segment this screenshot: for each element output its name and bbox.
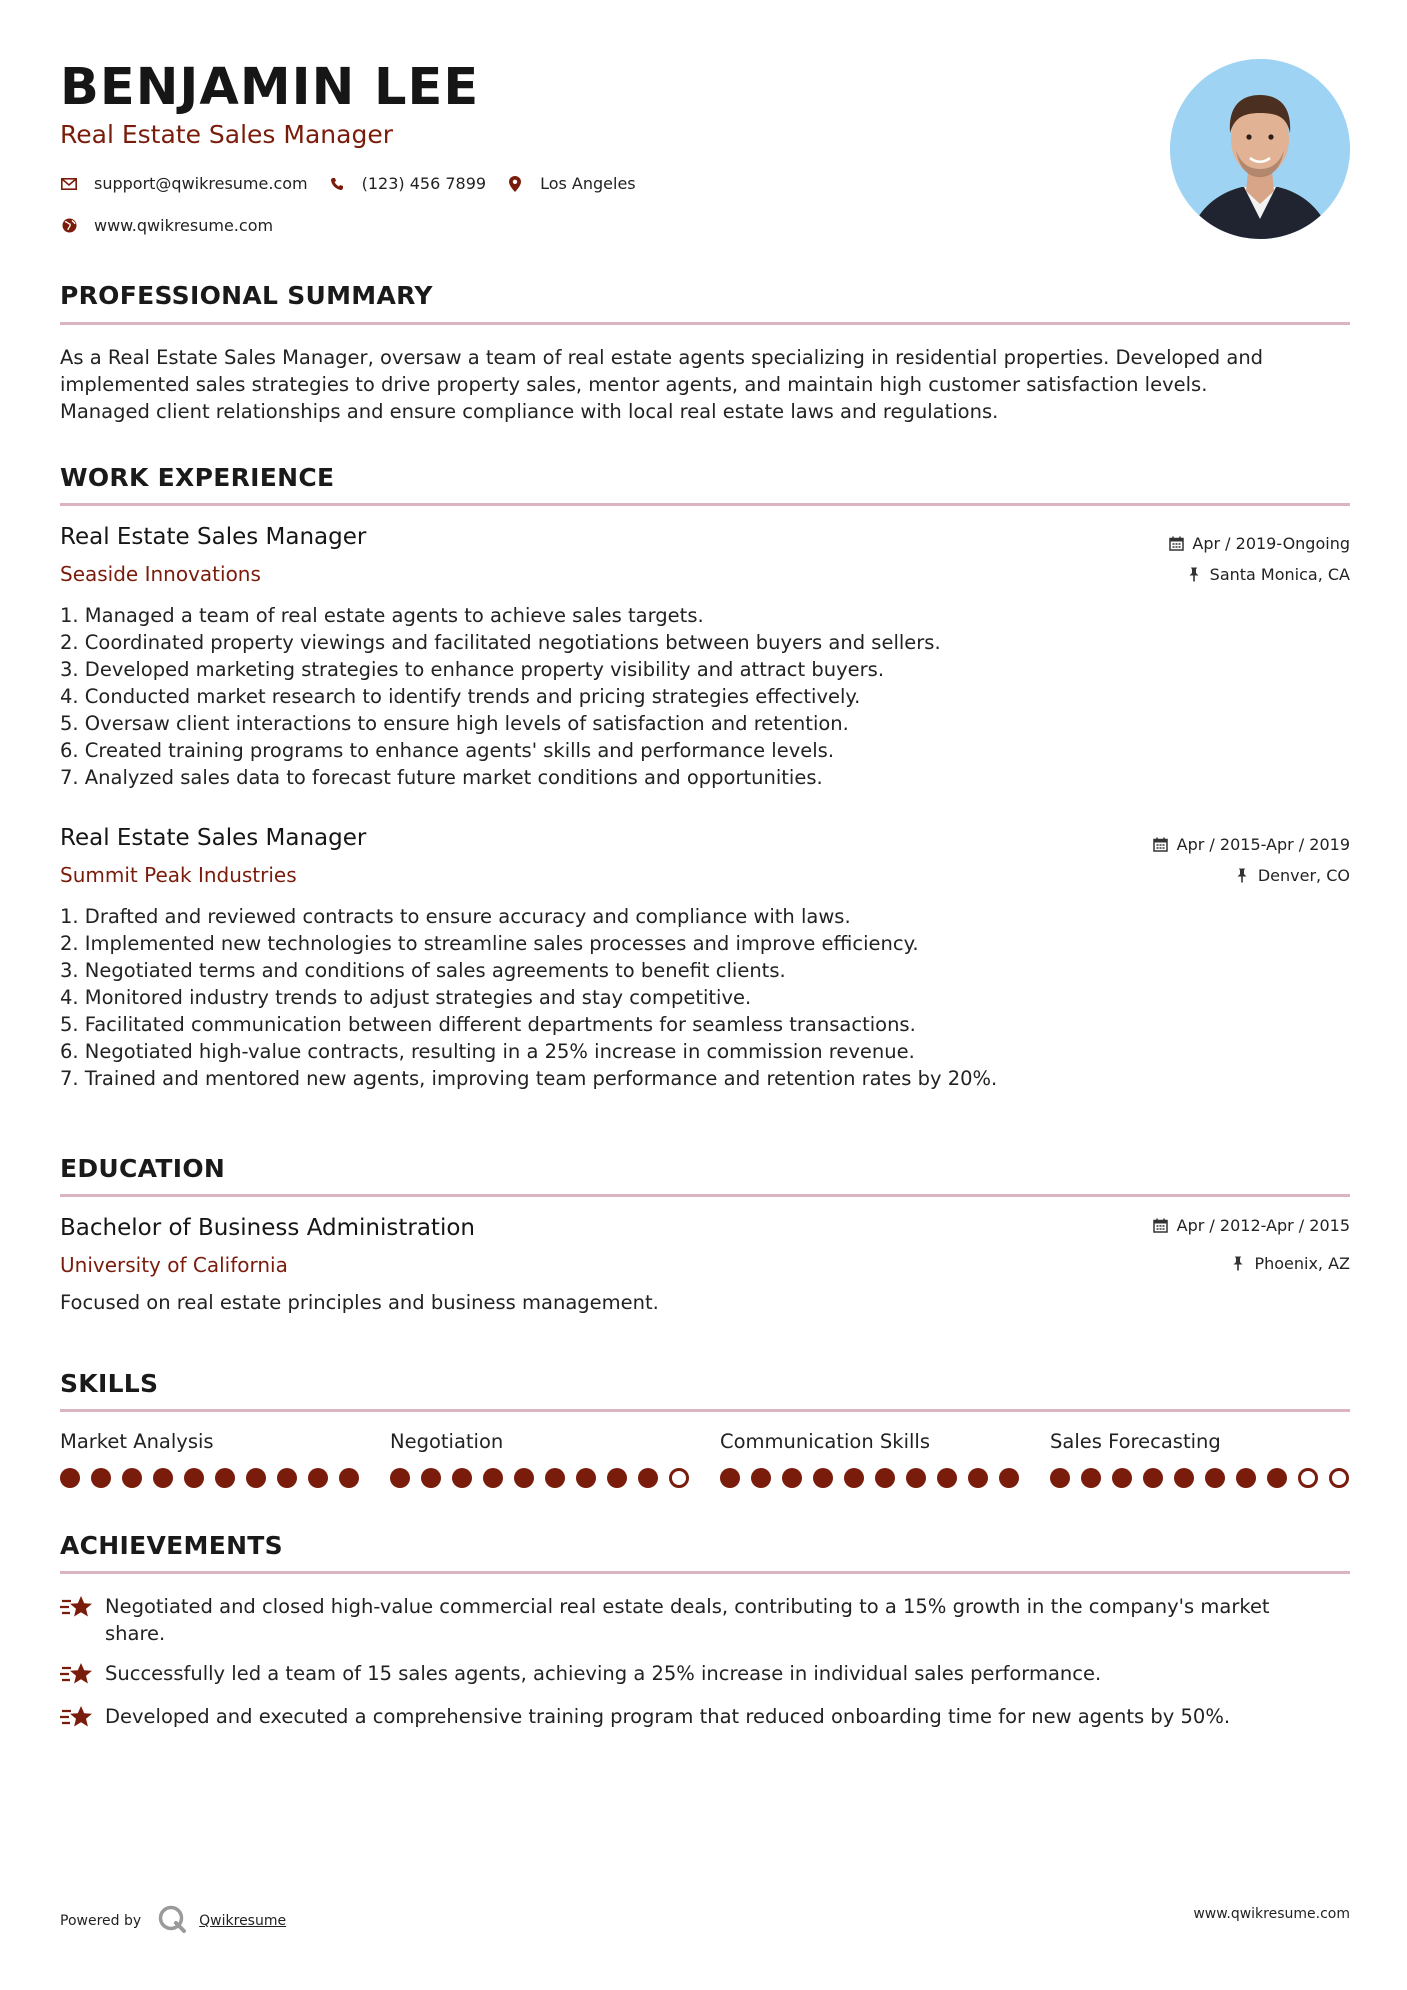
footer-powered-by [60, 1904, 286, 1938]
rating-dot-filled [452, 1468, 472, 1488]
rating-dot-filled [607, 1468, 627, 1488]
map-pin-icon [506, 175, 524, 193]
envelope-icon [60, 175, 78, 193]
job-location-text: Denver, CO [1257, 866, 1350, 885]
skill-name: Communication Skills [720, 1430, 930, 1453]
rating-dot-empty [669, 1468, 689, 1488]
calendar-icon [1153, 1218, 1169, 1234]
job-location [1234, 866, 1350, 885]
education-dates-text: Apr / 2012-Apr / 2015 [1176, 1216, 1350, 1235]
skills-heading: SKILLS [60, 1369, 159, 1398]
brand-link[interactable]: Qwikresume [199, 1913, 287, 1929]
education-dates [1153, 1216, 1350, 1235]
job-title: Real Estate Sales Manager [60, 825, 367, 851]
list-item: 1. Drafted and reviewed contracts to ensure accuracy and compliance with laws. [60, 905, 851, 928]
rating-dot-filled [545, 1468, 565, 1488]
achievement-item [60, 1593, 1350, 1647]
rating-dot-filled [1174, 1468, 1194, 1488]
rating-dot-filled [999, 1468, 1019, 1488]
job-location [1186, 565, 1350, 584]
pushpin-icon [1186, 567, 1202, 583]
star-icon [60, 1594, 96, 1620]
footer-url[interactable]: www.qwikresume.com [1193, 1906, 1350, 1922]
list-item: 3. Developed marketing strategies to enhance property visibility and attract buyers. [60, 658, 885, 681]
work-heading: WORK EXPERIENCE [60, 463, 335, 492]
job-company: Seaside Innovations [60, 562, 261, 586]
achievement-line: Successfully led a team of 15 sales agents, achieving a 25% increase in individual sales performance. [105, 1662, 1102, 1685]
rating-dot-filled [844, 1468, 864, 1488]
rating-dot-filled [875, 1468, 895, 1488]
rating-dot-filled [153, 1468, 173, 1488]
achievement-text [105, 1593, 1270, 1647]
job-location-text: Santa Monica, CA [1209, 565, 1350, 584]
job-dates [1153, 835, 1350, 854]
achievement-text [105, 1660, 1101, 1687]
email-link[interactable]: support@qwikresume.com [94, 174, 308, 193]
achievement-line: Negotiated and closed high-value commercial real estate deals, contributing to a 15% growth in the company's market [105, 1595, 1270, 1618]
list-item: 3. Negotiated terms and conditions of sales agreements to benefit clients. [60, 959, 786, 982]
list-item: 7. Trained and mentored new agents, improving team performance and retention rates by 20%. [60, 1067, 998, 1090]
job-duties-list [60, 903, 1350, 1092]
rating-dot-filled [751, 1468, 771, 1488]
skill-name: Negotiation [390, 1430, 504, 1453]
list-item: 4. Monitored industry trends to adjust strategies and stay competitive. [60, 986, 752, 1009]
rating-dot-filled [184, 1468, 204, 1488]
rating-dot-filled [390, 1468, 410, 1488]
phone-icon [328, 175, 346, 193]
rating-dot-filled [720, 1468, 740, 1488]
website-row [60, 216, 293, 235]
rating-dot-filled [1143, 1468, 1163, 1488]
location-text: Los Angeles [540, 174, 636, 193]
skill-item [720, 1430, 1020, 1457]
summary-heading: PROFESSIONAL SUMMARY [60, 281, 433, 310]
education-location [1230, 1254, 1350, 1273]
list-item: 5. Facilitated communication between different departments for seamless transactions. [60, 1013, 916, 1036]
rating-dot-filled [421, 1468, 441, 1488]
rating-dot-filled [1050, 1468, 1070, 1488]
list-item: 1. Managed a team of real estate agents to achieve sales targets. [60, 604, 704, 627]
star-icon [60, 1704, 96, 1730]
rating-dot-filled [906, 1468, 926, 1488]
pushpin-icon [1234, 868, 1250, 884]
skill-item [390, 1430, 690, 1457]
skill-name: Market Analysis [60, 1430, 214, 1453]
rating-dot-filled [782, 1468, 802, 1488]
candidate-title: Real Estate Sales Manager [60, 120, 393, 149]
summary-line: implemented sales strategies to drive property sales, mentor agents, and maintain high customer satisfaction levels. [60, 373, 1208, 396]
rating-dot-filled [215, 1468, 235, 1488]
rating-dot-filled [246, 1468, 266, 1488]
summary-line: As a Real Estate Sales Manager, oversaw a team of real estate agents specializing in residential properties. Developed and [60, 346, 1264, 369]
skill-name: Sales Forecasting [1050, 1430, 1221, 1453]
rating-dot-filled [1112, 1468, 1132, 1488]
list-item: 4. Conducted market research to identify trends and pricing strategies effectively. [60, 685, 861, 708]
rating-dot-filled [1081, 1468, 1101, 1488]
rating-dot-filled [60, 1468, 80, 1488]
list-item: 5. Oversaw client interactions to ensure high levels of satisfaction and retention. [60, 712, 849, 735]
website-link[interactable]: www.qwikresume.com [94, 216, 274, 235]
powered-by-label: Powered by [60, 1913, 142, 1929]
skill-rating [390, 1468, 690, 1488]
skill-item [60, 1430, 360, 1457]
education-description: Focused on real estate principles and business management. [60, 1291, 659, 1314]
degree-title: Bachelor of Business Administration [60, 1215, 475, 1241]
rating-dot-filled [638, 1468, 658, 1488]
qwikresume-logo-icon [157, 1904, 187, 1938]
calendar-icon [1153, 837, 1169, 853]
job-dates-text: Apr / 2015-Apr / 2019 [1176, 835, 1350, 854]
section-divider [60, 1194, 1350, 1197]
summary-text [60, 344, 1350, 425]
skill-item [1050, 1430, 1350, 1457]
candidate-name: BENJAMIN LEE [60, 58, 480, 117]
rating-dot-filled [968, 1468, 988, 1488]
rating-dot-filled [308, 1468, 328, 1488]
star-icon [60, 1661, 96, 1687]
education-heading: EDUCATION [60, 1154, 226, 1183]
rating-dot-filled [1205, 1468, 1225, 1488]
list-item: 7. Analyzed sales data to forecast future market conditions and opportunities. [60, 766, 823, 789]
job-company: Summit Peak Industries [60, 863, 297, 887]
summary-line: Managed client relationships and ensure compliance with local real estate laws and regulations. [60, 400, 999, 423]
list-item: 2. Implemented new technologies to streamline sales processes and improve efficiency. [60, 932, 919, 955]
rating-dot-filled [339, 1468, 359, 1488]
skill-rating [720, 1468, 1020, 1488]
achievement-text [105, 1703, 1230, 1730]
job-dates [1168, 534, 1350, 553]
rating-dot-filled [483, 1468, 503, 1488]
achievement-line: share. [105, 1622, 166, 1645]
rating-dot-filled [91, 1468, 111, 1488]
profile-photo [1170, 59, 1350, 239]
rating-dot-filled [937, 1468, 957, 1488]
rating-dot-filled [514, 1468, 534, 1488]
rating-dot-empty [1298, 1468, 1318, 1488]
rating-dot-filled [576, 1468, 596, 1488]
skill-rating [1050, 1468, 1350, 1488]
job-dates-text: Apr / 2019-Ongoing [1192, 534, 1350, 553]
education-location-text: Phoenix, AZ [1254, 1254, 1350, 1273]
section-divider [60, 1571, 1350, 1574]
rating-dot-filled [122, 1468, 142, 1488]
rating-dot-filled [1267, 1468, 1287, 1488]
rating-dot-filled [1236, 1468, 1256, 1488]
section-divider [60, 1409, 1350, 1412]
rating-dot-empty [1329, 1468, 1349, 1488]
achievements-heading: ACHIEVEMENTS [60, 1531, 283, 1560]
achievement-item [60, 1660, 1350, 1687]
achievement-item [60, 1703, 1350, 1730]
section-divider [60, 322, 1350, 325]
job-title: Real Estate Sales Manager [60, 524, 367, 550]
skill-rating [60, 1468, 360, 1488]
list-item: 2. Coordinated property viewings and facilitated negotiations between buyers and sellers. [60, 631, 941, 654]
section-divider [60, 503, 1350, 506]
job-duties-list [60, 602, 1350, 791]
rating-dot-filled [813, 1468, 833, 1488]
rating-dot-filled [277, 1468, 297, 1488]
list-item: 6. Negotiated high-value contracts, resulting in a 25% increase in commission revenue. [60, 1040, 915, 1063]
phone-text: (123) 456 7899 [361, 174, 487, 193]
resume-page [60, 0, 1350, 1990]
contact-row [60, 174, 656, 193]
achievement-line: Developed and executed a comprehensive training program that reduced onboarding time for new agents by 50%. [105, 1705, 1231, 1728]
list-item: 6. Created training programs to enhance agents' skills and performance levels. [60, 739, 835, 762]
calendar-icon [1168, 536, 1184, 552]
school-name: University of California [60, 1253, 288, 1277]
globe-icon [60, 217, 78, 235]
pushpin-icon [1230, 1256, 1246, 1272]
